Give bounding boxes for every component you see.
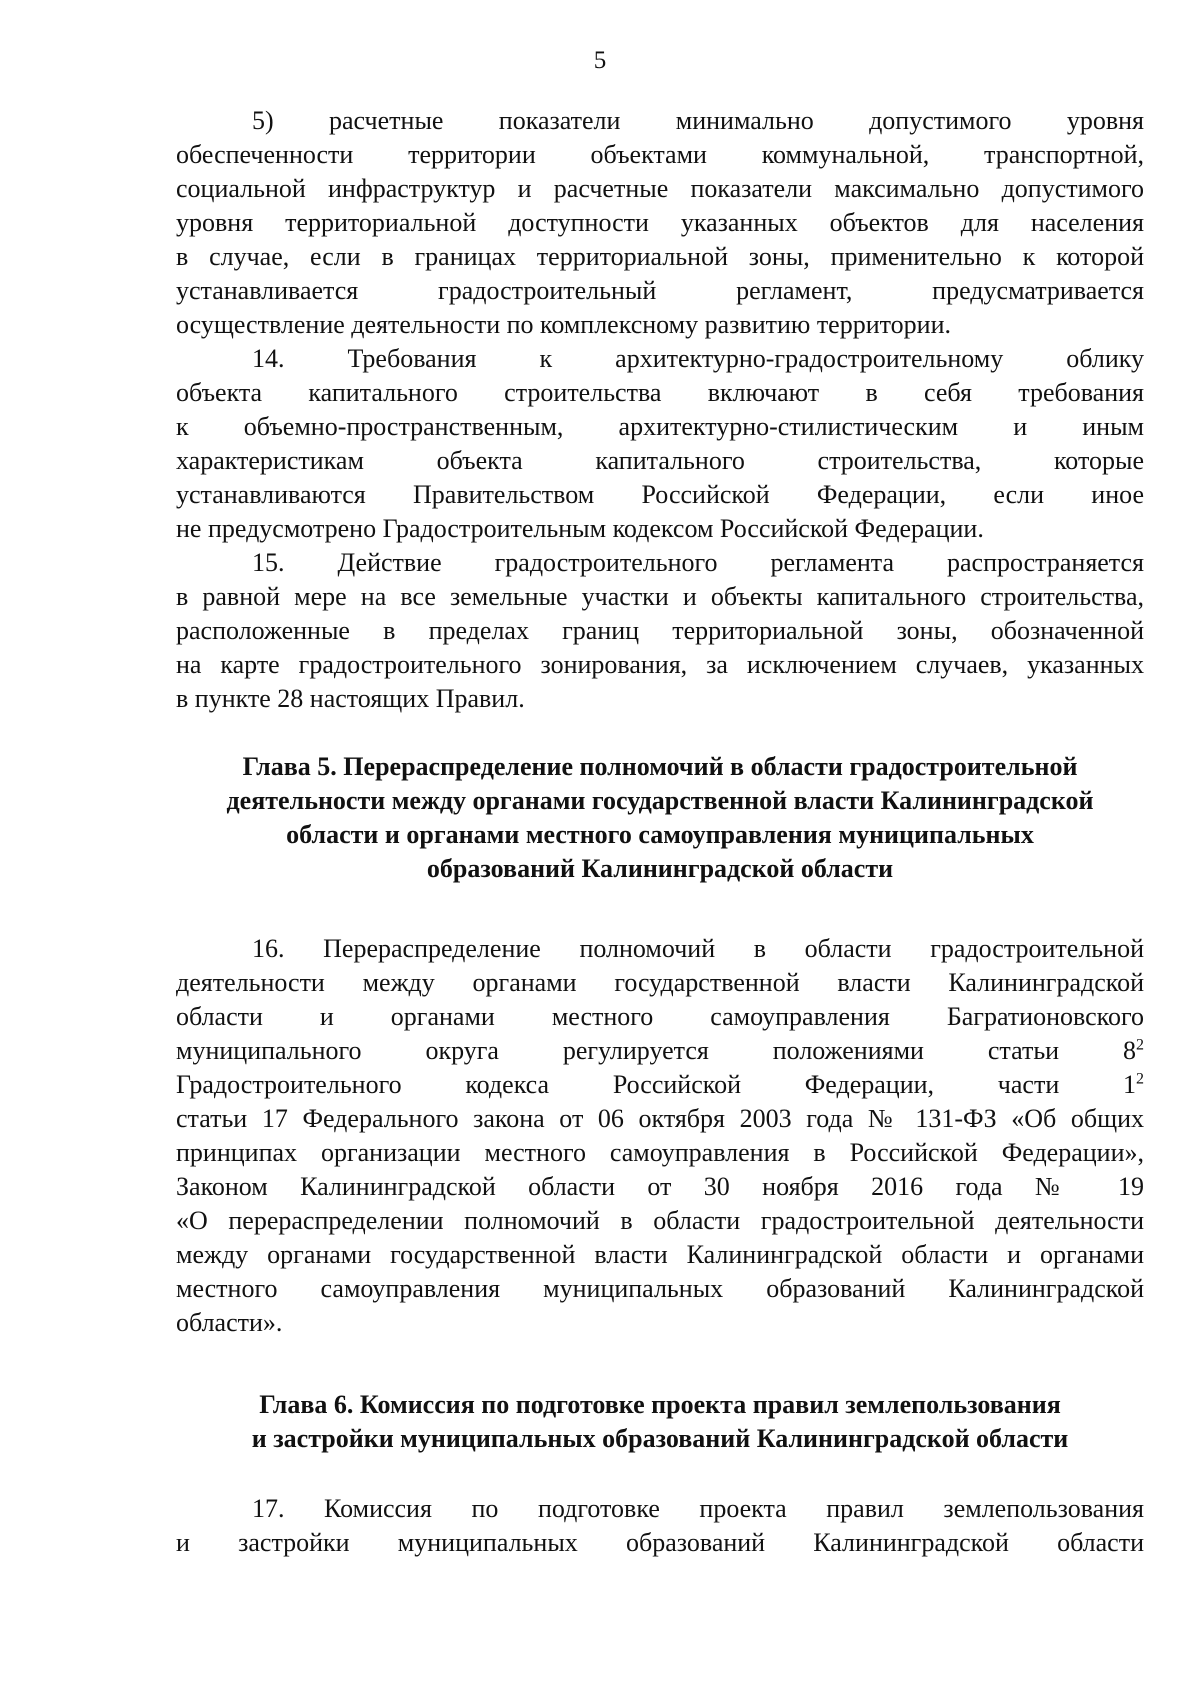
text-line: статьи 17 Федерального закона от 06 октября 2003 года № 131-ФЗ «Об общих [176,1104,1144,1133]
text-line: в пункте 28 настоящих Правил. [176,684,525,713]
text-line: 15. Действие градостроительного регламента распространяется [252,548,1144,577]
text-line: обеспеченности территории объектами коммунальной, транспортной, [176,140,1144,169]
text-line: устанавливается градостроительный регламент, предусматривается [176,276,1144,305]
text-line: социальной инфраструктур и расчетные показатели максимально допустимого [176,174,1144,203]
text-line: Законом Калининградской области от 30 ноября 2016 года № 19 [176,1172,1144,1201]
superscript: 2 [1136,1070,1144,1088]
paragraph-item-5 [176,104,1144,342]
text-line: на карте градостроительного зонирования, за исключением случаев, указанных [176,650,1144,679]
text-line: объекта капитального строительства включают в себя требования [176,378,1144,407]
text-span: муниципального округа регулируется положениями статьи 8 [176,1036,1136,1065]
paragraph-item-14 [176,342,1144,546]
document-body [176,104,1144,1560]
text-line: 16. Перераспределение полномочий в области градостроительной [252,934,1144,963]
text-line [176,1034,1144,1068]
page-number: 5 [593,47,607,74]
text-line: между органами государственной власти Калининградской области и органами [176,1240,1144,1269]
text-line [176,1068,1144,1102]
paragraph-item-17 [176,1492,1144,1560]
text-line: осуществление деятельности по комплексному развитию территории. [176,310,951,339]
superscript: 2 [1136,1036,1144,1054]
text-line: 14. Требования к архитектурно-градостроительному облику [252,344,1144,373]
heading-line: и застройки муниципальных образований Калининградской области [251,1424,1069,1453]
text-line: характеристикам объекта капитального строительства, которые [176,446,1144,475]
text-line: уровня территориальной доступности указанных объектов для населения [176,208,1144,237]
chapter-5-heading [176,750,1144,886]
paragraph-item-15 [176,546,1144,716]
text-line: к объемно-пространственным, архитектурно-стилистическим и иным [176,412,1144,441]
heading-line: деятельности между органами государственной власти Калининградской [226,786,1094,815]
text-line: 17. Комиссия по подготовке проекта правил землепользования [252,1494,1144,1523]
text-line: 5) расчетные показатели минимально допустимого уровня [252,106,1144,135]
heading-line: образований Калининградской области [426,854,894,883]
text-line: в случае, если в границах территориальной зоны, применительно к которой [176,242,1144,271]
text-line: области и органами местного самоуправления Багратионовского [176,1002,1144,1031]
chapter-6-heading [176,1388,1144,1456]
text-line: в равной мере на все земельные участки и объекты капитального строительства, [176,582,1144,611]
heading-line: Глава 5. Перераспределение полномочий в области градостроительной [242,752,1078,781]
text-line: «О перераспределении полномочий в области градостроительной деятельности [176,1206,1144,1235]
paragraph-item-16 [176,932,1144,1340]
text-span: Градостроительного кодекса Российской Федерации, части 1 [176,1070,1136,1099]
text-line: устанавливаются Правительством Российской Федерации, если иное [176,480,1144,509]
text-line: области». [176,1308,283,1337]
text-line: расположенные в пределах границ территориальной зоны, обозначенной [176,616,1144,645]
text-line: и застройки муниципальных образований Калининградской области [176,1528,1144,1557]
text-line: не предусмотрено Градостроительным кодексом Российской Федерации. [176,514,984,543]
text-line: местного самоуправления муниципальных образований Калининградской [176,1274,1144,1303]
heading-line: Глава 6. Комиссия по подготовке проекта правил землепользования [259,1390,1061,1419]
heading-line: области и органами местного самоуправления муниципальных [286,820,1034,849]
text-line: принципах организации местного самоуправления в Российской Федерации», [176,1138,1144,1167]
text-line: деятельности между органами государственной власти Калининградской [176,968,1144,997]
